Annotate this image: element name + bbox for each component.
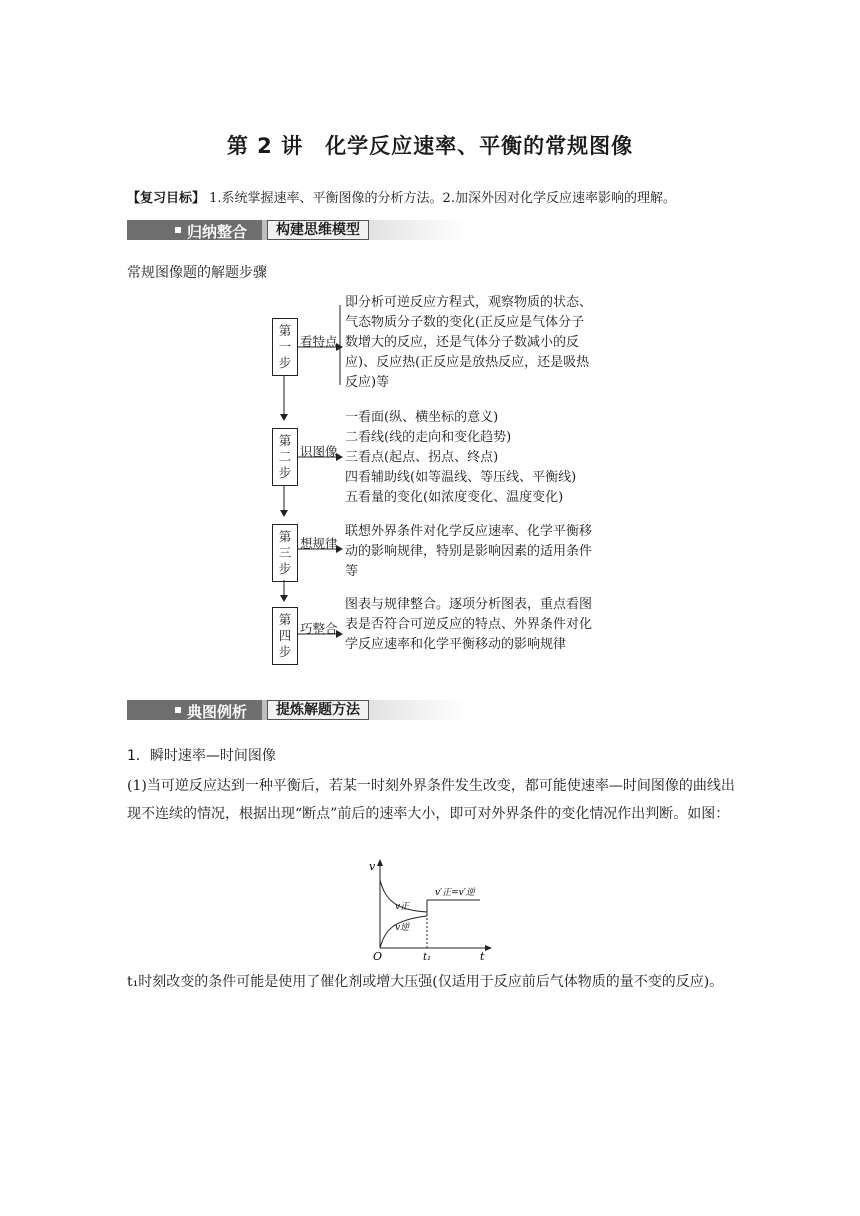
step-2-line: 三看点(起点、拐点、终点) — [345, 450, 499, 465]
y-axis-label: v — [369, 860, 376, 873]
equal-label: v′正=v′逆 — [435, 888, 475, 898]
section-banner-examples — [127, 700, 467, 720]
step-3-label: 想规律 — [300, 536, 338, 551]
paragraph-1: (1)当可逆反应达到一种平衡后，若某一时刻外界条件发生改变，都可能使速率—时间图像的曲线出现不连续的情况，根据出现“断点”前后的速率大小，即可对外界条件的变化情况作出判断。如图： — [127, 778, 735, 822]
step-4-desc: 图表与规律整合。逐项分析图表，重点看图表是否符合可逆反应的特点、外界条件对化学反应速率和化学平衡移动的影响规律 — [345, 597, 593, 652]
banner-light-label: 提炼解题方法 — [267, 700, 369, 720]
t1-label: t₁ — [423, 952, 432, 962]
v-forward-label: v正 — [395, 902, 410, 912]
section-heading: 1．瞬时速率—时间图像 — [127, 748, 276, 764]
step-3-box: 第 三 步 — [272, 524, 298, 582]
step-4-box: 第 四 步 — [272, 607, 298, 665]
review-goals-text: 1.系统掌握速率、平衡图像的分析方法。2.加深外因对化学反应速率影响的理解。 — [209, 191, 676, 206]
step-2-line: 一看面(纵、横坐标的意义) — [345, 410, 499, 425]
x-axis-label: t — [480, 950, 485, 962]
rate-time-graph — [365, 858, 495, 962]
banner-light-label: 构建思维模型 — [267, 220, 369, 240]
page-title: 第 2 讲 化学反应速率、平衡的常规图像 — [226, 134, 634, 158]
origin-label: O — [373, 950, 383, 962]
step-1-box: 第 一 步 — [272, 318, 298, 376]
step-1-label: 看特点 — [300, 334, 338, 349]
step-2-box: 第 二 步 — [272, 428, 298, 486]
step-4-label: 巧整合 — [300, 621, 338, 636]
banner-dark-label: 典图例析 — [187, 703, 248, 721]
step-2-line: 二看线(线的走向和变化趋势) — [345, 430, 512, 445]
step-1-desc: 即分析可逆反应方程式，观察物质的状态、气态物质分子数的变化(正反应是气体分子数增大的反应，还是气体分子数减小的反应)、反应热(正反应是放热反应，还是吸热反应)等 — [345, 295, 593, 390]
step-2-line: 四看辅助线(如等温线、等压线、平衡线) — [345, 470, 577, 485]
step-2-desc — [345, 408, 605, 508]
paragraph-2: t₁时刻改变的条件可能是使用了催化剂或增大压强(仅适用于反应前后气体物质的量不变的反应)。 — [127, 974, 724, 990]
step-2-label: 识图像 — [300, 444, 338, 459]
review-goals-label: 【复习目标】 — [127, 191, 206, 206]
v-reverse-label: v逆 — [395, 923, 410, 933]
subheading: 常规图像题的解题步骤 — [127, 265, 267, 281]
step-3-desc: 联想外界条件对化学反应速率、化学平衡移动的影响规律，特别是影响因素的适用条件等 — [345, 524, 593, 579]
step-2-line: 五看量的变化(如浓度变化、温度变化) — [345, 490, 564, 505]
banner-dark-label: 归纳整合 — [187, 223, 248, 241]
